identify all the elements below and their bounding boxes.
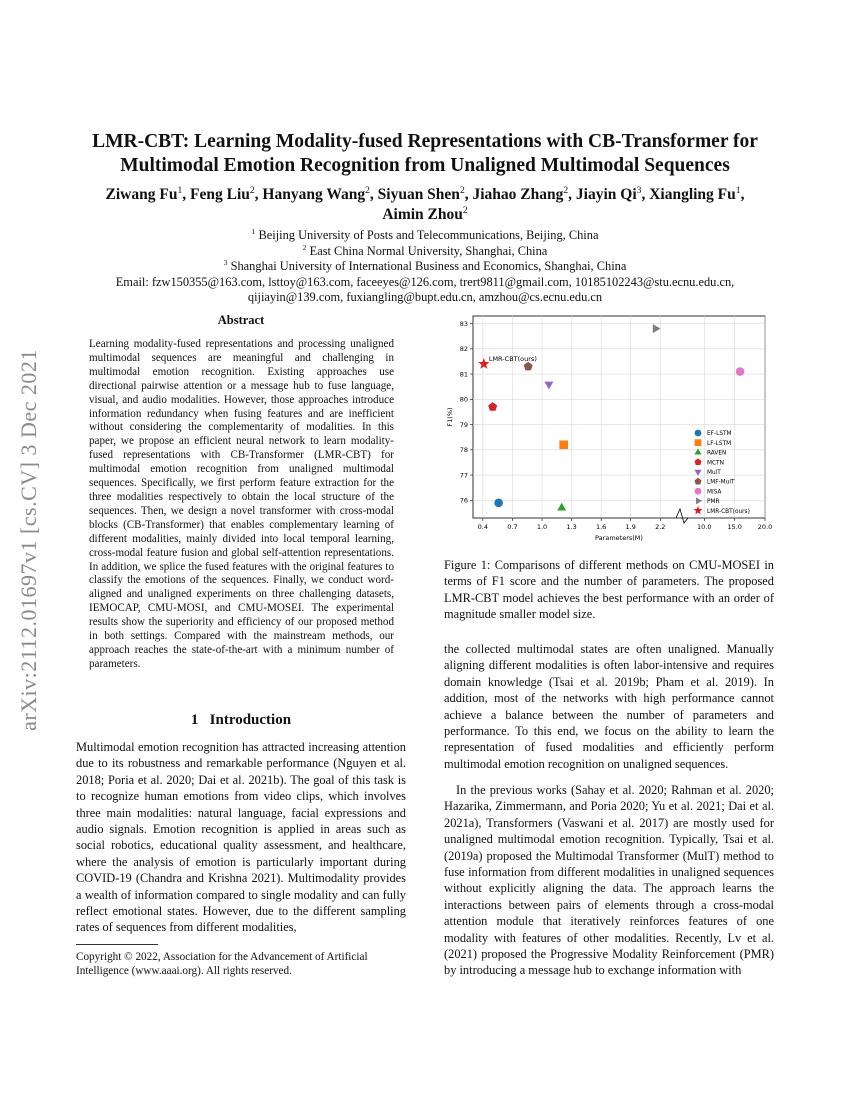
x-tick-label: 20.0 <box>757 523 773 531</box>
body-paragraph: In the previous works (Sahay et al. 2020; Rahman et al. 2020; Hazarika, Zimmermann, and Poria 2020; Yu et al. 2021; Dai et al. 2021a), Transformers (Vaswani et al. 2017) are mostly used for unaligned multimodal emotion recognition. Typically, Tsai et al. (2019a) proposed the Multimodal Transformer (MulT) method to fuse information from different modalities in unaligned sequences without explicitly aligning the data. The approach learns the interactions between pairs of elements through a cross-modal attention module that iteratively reinforces features of one modality with features of other modalities. Recently, Lv et al. (2021) proposed the Progressive Modality Reinforcement (PMR) by introducing a message hub to exchange information with <box>444 783 774 978</box>
paper-title <box>60 130 790 178</box>
section-heading: 1 Introduction <box>190 712 292 728</box>
footnote-divider <box>76 944 158 945</box>
y-tick-label: 82 <box>459 345 468 354</box>
copyright-footnote: Copyright © 2022, Association for the Advancement of Artificial Intelligence (www.aaai.org). All rights reserved. <box>76 951 368 977</box>
legend-label: LMR-CBT(ours) <box>707 508 750 515</box>
author: Siyuan Shen$^2$, <box>377 184 473 203</box>
email-line: qijiayin@139.com, fuxiangling@bupt.edu.cn, amzhou@cs.ecnu.edu.cn <box>247 290 603 304</box>
data-point-misa <box>736 367 745 376</box>
author-list <box>60 185 790 225</box>
x-tick-label: 10.0 <box>697 523 712 531</box>
author: Jiayin Qi$^3$, <box>575 184 650 203</box>
data-point-ef-lstm <box>494 499 503 508</box>
author: Ziwang Fu$^1$, <box>105 184 191 203</box>
abstract-heading: Abstract <box>217 313 265 327</box>
legend-label: LMF-MulT <box>707 479 735 486</box>
legend-label: EF-LSTM <box>707 431 732 438</box>
author: Jiahao Zhang$^2$, <box>472 184 576 203</box>
data-point-lf-lstm <box>559 440 568 449</box>
x-tick-label: 1.0 <box>536 523 548 531</box>
figure-caption: Figure 1: Comparisons of different methods on CMU-MOSEI in terms of F1 score and the number of parameters. The proposed LMR-CBT model achieves the best performance with an order of magnitude smaller model size. <box>444 558 774 621</box>
legend-marker <box>695 488 702 495</box>
arxiv-identifier: arXiv:2112.01697v1 [cs.CV] 3 Dec 2021 <box>16 349 41 731</box>
y-tick-label: 78 <box>459 446 468 455</box>
y-axis-label: F1(%) <box>446 407 454 427</box>
y-tick-label: 80 <box>459 395 468 404</box>
legend-label: MulT <box>707 470 721 476</box>
chart-annotation: LMR-CBT(ours) <box>488 354 537 363</box>
intro-paragraph: Multimodal emotion recognition has attracted increasing attention due to its robustness and remarkable performance (Nguyen et al. 2018; Poria et al. 2020; Dai et al. 2021b). The goal of this task is to recognize human emotions from video clips, which involves three main modalities: natural language, facial expressions and audio signals. Emotion recognition is applied in areas such as social robotics, educational quality assessment, and healthcare, where the analysis of emotion is particularly important during COVID-19 (Chandra and Krishna 2021). Multimodality provides a wealth of information compared to single modality and can fully reflect emotional states. However, due to the different sampling rates of sequences from different modalities, <box>76 740 406 935</box>
abstract-text: Learning modality-fused representations and processing unaligned multimodal sequences are meaningful and challenging in multimodal emotion recognition. Existing approaches use directional pairwise attention or a message hub to fuse language, visual, and audio modalities. However, those approaches introduce information redundancy when fusing features and are inefficient without considering the complementarity of modalities. In this paper, we propose an efficient neural network to learn modality-fused representations with CB-Transformer (LMR-CBT) for multimodal emotion recognition from unaligned multimodal sequences. Specifically, we first perform feature extraction for the three modalities respectively to obtain the local structure of the sequences. Then, we design a novel transformer with cross-modal blocks (CB-Transformer) that enables complementary learning of different modalities, mainly divided into local temporal learning, cross-modal feature fusion and global self-attention representations. In addition, we splice the fused features with the original features to classify the emotions of the sequences. Finally, we conduct word-aligned and unaligned experiments on three challenging datasets, IEMOCAP, CMU-MOSI, and CMU-MOSEI. The experimental results show the superiority and efficiency of our proposed method in both settings. Compared with the mainstream methods, our approach reaches the state-of-the-art with a minimum number of parameters. <box>89 338 394 670</box>
email-line: Email: fzw150355@163.com, lsttoy@163.com, faceeyes@126.com, trert9811@gmail.com, 10185102243@stu.ecnu.edu.cn, <box>115 274 735 289</box>
legend-label: LF-LSTM <box>707 440 732 447</box>
figure-1-chart <box>440 312 780 544</box>
x-tick-label: 15.0 <box>727 523 742 531</box>
legend-label: MCTN <box>707 460 724 467</box>
body-paragraph: the collected multimodal states are often unaligned. Manually aligning different modalities is often labor-intensive and requires domain knowledge (Tsai et al. 2019b; Pham et al. 2019). In addition, most of the networks with high performance cannot achieve a balance between the number of parameters and performance. To this end, we focus on the ability to learn the representation of fused modalities and efficiently perform multimodal emotion recognition on unaligned sequences. <box>444 642 774 771</box>
title-line-2: Multimodal Emotion Recognition from Unaligned Multimodal Sequences <box>120 155 730 176</box>
y-tick-label: 83 <box>459 319 468 328</box>
legend-label: RAVEN <box>707 450 727 457</box>
author: Feng Liu$^2$, <box>190 184 263 203</box>
affiliation: $^2$ East China Normal University, Shanghai, China <box>302 242 548 258</box>
legend-label: PMR <box>707 499 720 506</box>
x-tick-label: 1.6 <box>595 523 607 531</box>
affiliation: $^1$ Beijing University of Posts and Telecommunications, Beijing, China <box>251 226 599 242</box>
author: Xiangling Fu$^1$, <box>649 184 745 203</box>
x-tick-label: 1.9 <box>625 523 636 531</box>
legend-label: MISA <box>707 489 722 496</box>
affiliation: $^3$ Shanghai University of International Business and Economics, Shanghai, China <box>223 257 627 273</box>
x-tick-label: 1.3 <box>566 523 577 531</box>
scatter-plot <box>440 312 780 544</box>
legend-marker <box>695 430 702 437</box>
x-tick-label: 0.4 <box>477 523 489 531</box>
affiliations <box>60 228 790 306</box>
x-tick-label: 0.7 <box>507 523 518 531</box>
y-tick-label: 79 <box>459 420 468 429</box>
y-tick-label: 76 <box>459 496 468 505</box>
x-tick-label: 2.2 <box>655 523 666 531</box>
plot-frame <box>473 316 765 518</box>
x-axis-label: Parameters(M) <box>595 534 643 542</box>
y-tick-label: 81 <box>459 370 468 379</box>
author: Hanyang Wang$^2$, <box>262 184 378 203</box>
legend-marker <box>695 439 702 446</box>
author: Aimin Zhou$^2$ <box>382 204 468 223</box>
title-line-1: LMR-CBT: Learning Modality-fused Representations with CB-Transformer for <box>92 131 758 152</box>
y-tick-label: 77 <box>459 471 468 480</box>
